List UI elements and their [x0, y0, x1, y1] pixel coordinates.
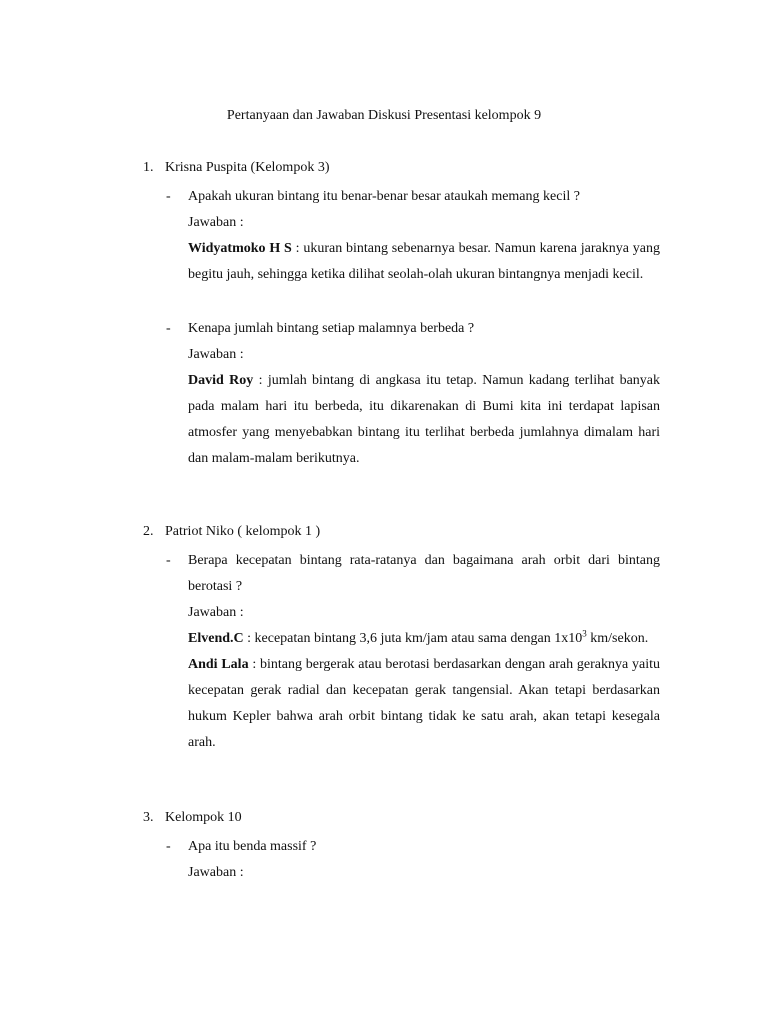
answer-text: : kecepatan bintang 3,6 juta km/jam atau sama dengan 1x10 — [243, 631, 583, 646]
answer-paragraph — [188, 626, 660, 652]
question-item — [0, 834, 768, 860]
section-number: 1. — [143, 160, 154, 175]
question-text: Apakah ukuran bintang itu benar-benar besar ataukah memang kecil ? — [188, 189, 580, 204]
answer-label: Jawaban : — [188, 865, 244, 880]
question-text: Berapa kecepatan bintang rata-ratanya dan bagaimana arah orbit dari bintang berotasi ? — [188, 553, 660, 594]
answer-label: Jawaban : — [188, 347, 244, 362]
bullet-dash: - — [166, 839, 171, 854]
section-3 — [0, 808, 768, 886]
question-item — [0, 316, 768, 342]
section-name: Kelompok 10 — [165, 810, 242, 825]
section-name: Patriot Niko ( kelompok 1 ) — [165, 524, 321, 539]
answer-speaker: Widyatmoko H S — [188, 241, 292, 256]
question-text: Kenapa jumlah bintang setiap malamnya berbeda ? — [188, 321, 475, 336]
answer-text: : jumlah bintang di angkasa itu tetap. Namun kadang terlihat banyak pada malam hari itu berbeda, itu dikarenakan di Bumi kita ini terdapat lapisan atmosfer yang menyebabkan bintang itu terlihat berbeda jumlahnya dimalam hari dan malam-malam berikutnya. — [188, 373, 660, 466]
answer-speaker: David Roy — [188, 373, 254, 388]
answer-text: : ukuran bintang sebenarnya besar. Namun karena jaraknya yang begitu jauh, sehingga ketika dilihat seolah-olah ukuran bintangnya menjadi kecil. — [188, 241, 660, 282]
bullet-dash: - — [166, 189, 171, 204]
answer-text: : bintang bergerak atau berotasi berdasarkan dengan arah geraknya yaitu kecepatan gerak radial dan kecepatan gerak tangensial. Akan tetapi berdasarkan hukum Kepler bahwa arah orbit bintang tidak ke satu arah, akan tetapi kesegala arah. — [188, 657, 660, 750]
answer-speaker: Andi Lala — [188, 657, 249, 672]
section-heading — [0, 158, 768, 184]
answer-label: Jawaban : — [188, 215, 244, 230]
question-item — [0, 184, 768, 210]
answer-label: Jawaban : — [188, 605, 244, 620]
section-heading — [0, 522, 768, 548]
bullet-dash: - — [166, 553, 171, 568]
section-number: 2. — [143, 524, 154, 539]
answer-speaker: Elvend.C — [188, 631, 244, 646]
answer-paragraph — [188, 652, 660, 756]
question-text: Apa itu benda massif ? — [188, 839, 317, 854]
answer-text-continued: km/sekon. — [586, 631, 649, 646]
section-2 — [0, 522, 768, 756]
section-1 — [0, 158, 768, 472]
section-number: 3. — [143, 810, 154, 825]
page-title: Pertanyaan dan Jawaban Diskusi Presentasi kelompok 9 — [226, 108, 542, 123]
answer-paragraph — [188, 236, 660, 288]
question-item — [0, 548, 768, 600]
bullet-dash: - — [166, 321, 171, 336]
section-heading — [0, 808, 768, 834]
answer-paragraph — [188, 368, 660, 472]
section-name: Krisna Puspita (Kelompok 3) — [165, 160, 330, 175]
exponent: 3 — [582, 628, 587, 639]
